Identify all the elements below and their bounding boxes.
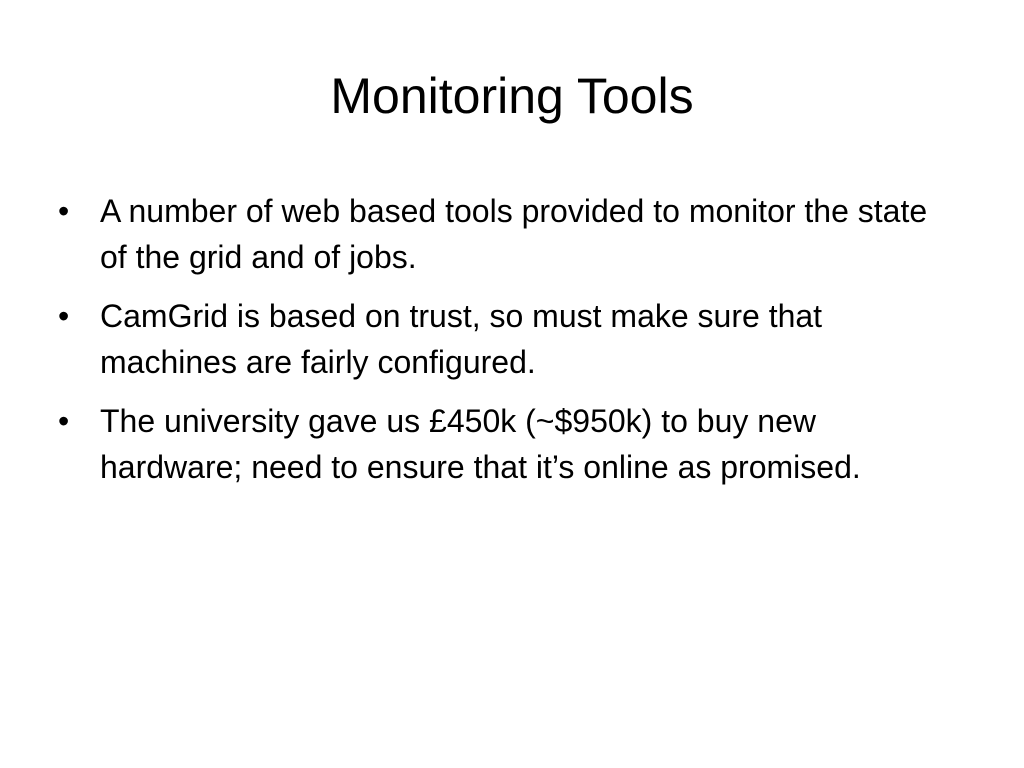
bullet-icon: •: [58, 193, 70, 229]
bullet-item: [58, 398, 958, 490]
bullet-item: [58, 188, 958, 280]
bullet-item: [58, 293, 958, 385]
slide-title: Monitoring Tools: [330, 68, 694, 124]
bullet-icon: •: [58, 403, 70, 439]
bullet-text: The university gave us £450k (~$950k) to buy new hardware; need to ensure that it’s online as promised.: [100, 403, 861, 485]
bullet-list: [58, 188, 958, 503]
bullet-text: A number of web based tools provided to monitor the state of the grid and of jobs.: [100, 193, 928, 275]
bullet-text: CamGrid is based on trust, so must make sure that machines are fairly configured.: [100, 298, 823, 380]
bullet-icon: •: [58, 298, 70, 334]
